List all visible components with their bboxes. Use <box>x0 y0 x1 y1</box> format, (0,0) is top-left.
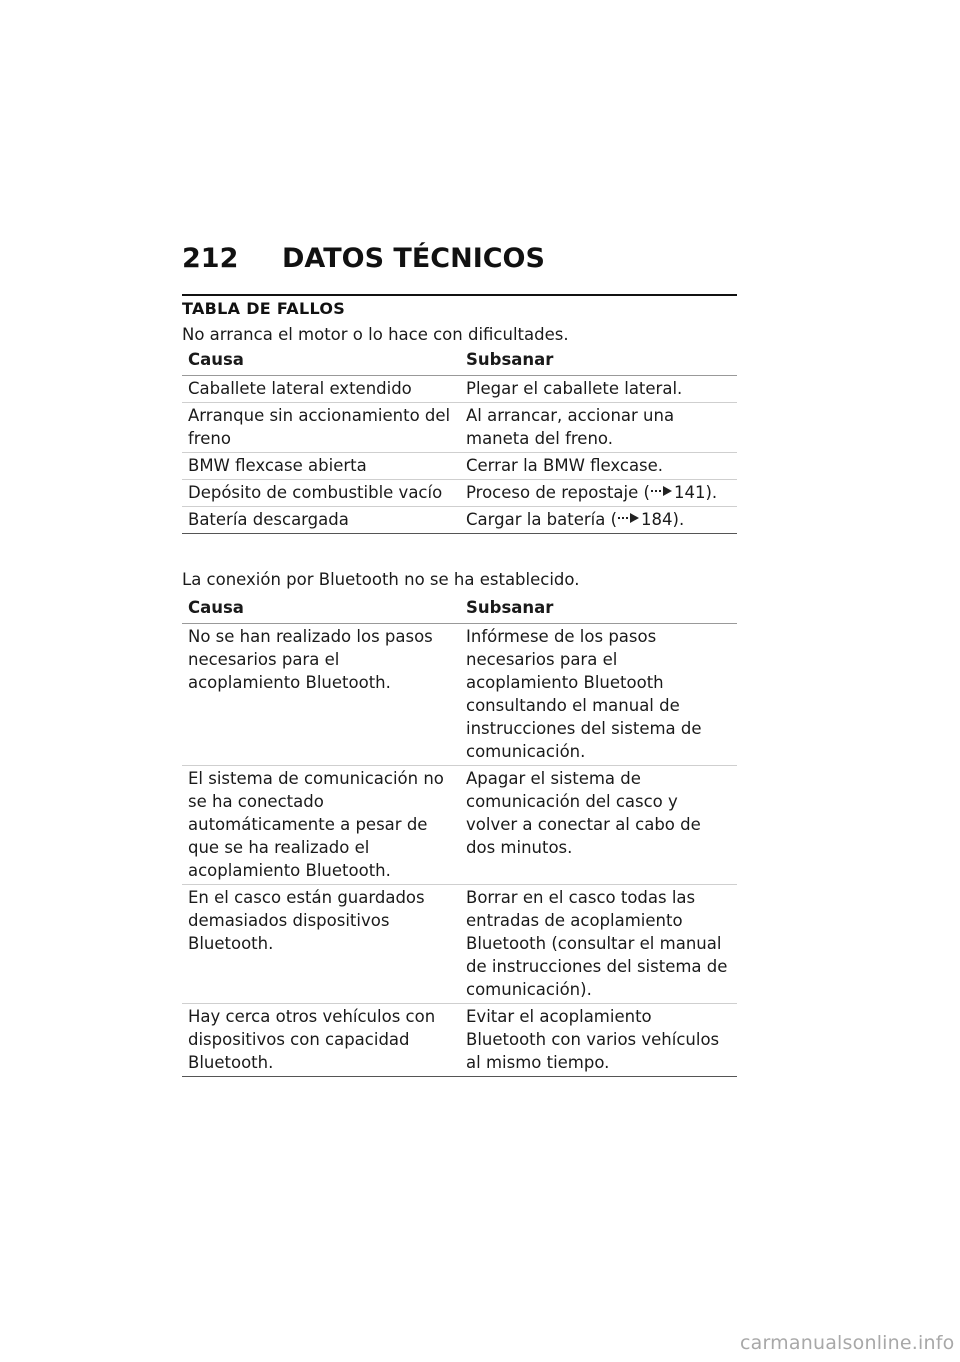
cause-cell: BMW flexcase abierta <box>182 453 460 480</box>
fix-text-end: ). <box>705 483 718 502</box>
arrow-reference-icon <box>650 485 674 497</box>
fix-cell: Infórmese de los pasos necesarios para el acoplamiento Bluetooth consultando el manual de instrucciones del sistema de comunicación. <box>460 624 737 766</box>
fix-text: Cargar la batería ( <box>466 510 618 529</box>
table-row <box>182 403 737 453</box>
table-header-row <box>182 596 737 624</box>
table1-intro: No arranca el motor o lo hace con dificultades. <box>182 325 569 344</box>
table-row <box>182 376 737 403</box>
fix-text-end: ). <box>672 510 685 529</box>
arrow-reference-icon <box>617 512 641 524</box>
cause-cell: Depósito de combustible vacío <box>182 480 460 507</box>
page-title: DATOS TÉCNICOS <box>282 243 545 274</box>
cause-cell: Hay cerca otros vehículos con dispositivos con capacidad Bluetooth. <box>182 1004 460 1077</box>
cause-cell: Caballete lateral extendido <box>182 376 460 403</box>
fix-cell <box>460 480 737 507</box>
watermark: carmanualsonline.info <box>740 1332 955 1354</box>
fault-table-bluetooth <box>182 596 737 1077</box>
cause-cell: Arranque sin accionamiento del freno <box>182 403 460 453</box>
cause-cell: El sistema de comunicación no se ha conectado automáticamente a pesar de que se ha realizado el acoplamiento Bluetooth. <box>182 766 460 885</box>
cause-cell: En el casco están guardados demasiados dispositivos Bluetooth. <box>182 885 460 1004</box>
fix-cell: Borrar en el casco todas las entradas de acoplamiento Bluetooth (consultar el manual de instrucciones del sistema de comunicación). <box>460 885 737 1004</box>
fix-cell: Plegar el caballete lateral. <box>460 376 737 403</box>
cause-cell: No se han realizado los pasos necesarios para el acoplamiento Bluetooth. <box>182 624 460 766</box>
page-reference-link[interactable]: 184 <box>641 510 673 529</box>
fix-cell: Cerrar la BMW flexcase. <box>460 453 737 480</box>
section-title: TABLA DE FALLOS <box>182 299 346 318</box>
page-header <box>182 243 737 274</box>
table-header-row <box>182 348 737 376</box>
table-row <box>182 453 737 480</box>
table-row <box>182 885 737 1004</box>
column-header-cause: Causa <box>182 596 460 624</box>
fix-cell <box>460 507 737 534</box>
cause-cell: Batería descargada <box>182 507 460 534</box>
fault-table-engine <box>182 348 737 534</box>
table-row <box>182 480 737 507</box>
section-divider <box>182 294 737 296</box>
fix-text: Proceso de repostaje ( <box>466 483 650 502</box>
column-header-fix: Subsanar <box>460 596 737 624</box>
page-reference-link[interactable]: 141 <box>673 483 706 502</box>
table-row <box>182 624 737 766</box>
column-header-cause: Causa <box>182 348 460 376</box>
column-header-fix: Subsanar <box>460 348 737 376</box>
fix-cell: Al arrancar, accionar una maneta del freno. <box>460 403 737 453</box>
table2-intro: La conexión por Bluetooth no se ha establecido. <box>182 570 580 589</box>
table-row <box>182 766 737 885</box>
table-row <box>182 507 737 534</box>
fix-cell: Evitar el acoplamiento Bluetooth con varios vehículos al mismo tiempo. <box>460 1004 737 1077</box>
table-row <box>182 1004 737 1077</box>
fix-cell: Apagar el sistema de comunicación del casco y volver a conectar al cabo de dos minutos. <box>460 766 737 885</box>
page-number: 212 <box>182 243 239 274</box>
